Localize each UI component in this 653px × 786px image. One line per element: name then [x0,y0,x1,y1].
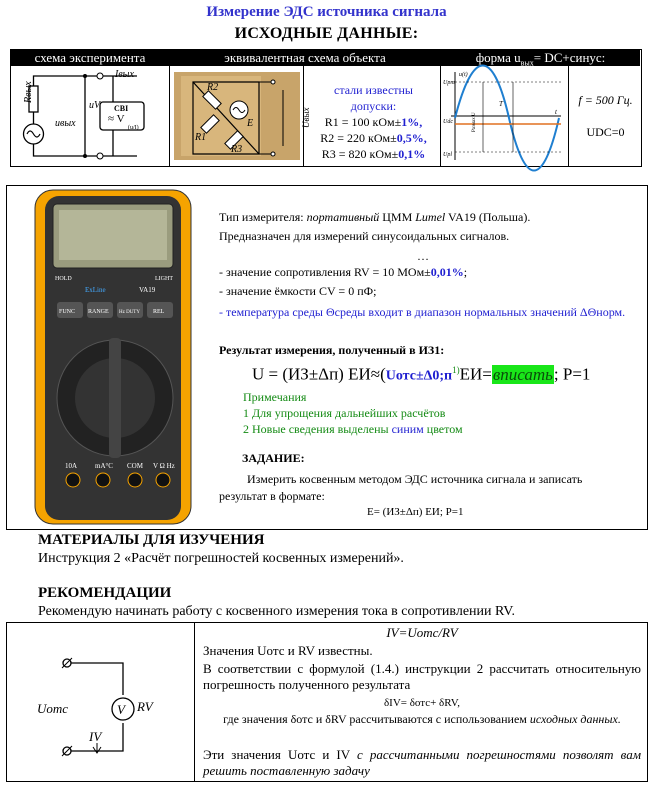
svg-text:Размах U: Размах U [472,112,477,132]
known-tolerances: стали известны допуски: R1 = 100 кОм±1%, R2 = 220 кОм±0,5%, R3 = 820 кОм±0,1% [320,83,427,161]
notes: Примечания 1 Для упрощения дальнейших расчётов 2 Новые сведения выделены синим цветом [243,390,463,436]
page-title: Измерение ЭДС источника сигнала [206,4,447,20]
meter-type: Тип измерителя: портативный ЦММ Lumel VA19 (Польша). [219,210,531,224]
error-formula: δIV= δотс+ δRV, [384,697,460,709]
multimeter-image [15,188,211,526]
svg-text:mA°C: mA°C [95,462,113,470]
header-scheme: схема эксперимента [11,50,169,66]
header-form: форма $u_{вых}=$ DC+синус: [441,50,640,66]
recommendation-table [6,622,648,782]
temperature-line: - температура среды Θсреды входит в диапазон нормальных значений ΔΘнорм. [219,305,626,319]
task-formula: E= (ИЗ±Δп) ЕИ; P=1 [367,506,464,518]
svg-text:V: V [117,702,125,717]
svg-text:T: T [499,100,503,108]
svg-text:≈ V: ≈ V [108,113,125,125]
svg-text:10A: 10A [65,462,78,470]
svg-text:u(t): u(t) [459,72,468,78]
error-components: где значения δотс и δRV рассчитываются с использованием исходных данных. [223,712,621,726]
svg-text:Udc: Udc [443,119,453,125]
meter-purpose: Предназначен для измерений синусоидальных сигналов. [219,229,510,243]
svg-text:Uвых: Uвых [301,107,311,128]
materials-title: МАТЕРИАЛЫ ДЛЯ ИЗУЧЕНИЯ [38,532,265,548]
svg-text:IV: IV [89,729,102,744]
svg-text:R3: R3 [231,144,243,155]
capacitance-line: - значение ёмкости CV = 0 пФ; [219,284,377,298]
svg-text:ExLine: ExLine [85,286,106,294]
svg-text:LIGHT: LIGHT [155,276,173,282]
known-values: Значения Uотс и RV известны. [203,643,373,658]
result-formula: U = (ИЗ±Δп) $ЕИ\approx(Uотс\pm\Delta 0;п^{1)}ЕИ=вписать$; P=1 [252,364,591,384]
r-vyh-label: Rвых [23,81,34,103]
svg-text:t: t [555,108,557,116]
svg-text:Uотс: Uотс [37,701,69,716]
svg-text:E: E [247,118,254,129]
svg-text:R2: R2 [207,82,219,93]
svg-text:Iвых: Iвых [115,69,134,80]
svg-text:REL: REL [153,309,165,315]
resistance-line: - значение сопротивления RV = 10 МОм±0,01%; [219,265,468,279]
svg-text:Upl: Upl [443,152,452,158]
recommendations-text: Рекомендую начинать работу с косвенного измерения тока в сопротивлении RV. [38,604,516,619]
svg-text:Hz DUTY: Hz DUTY [119,310,140,315]
current-formula: IV=Uотс/RV [386,625,458,640]
section-subtitle: ИСХОДНЫЕ ДАННЫЕ: [234,25,419,42]
task-title: ЗАДАНИЕ: [242,451,305,465]
current-circuit [37,647,177,769]
svg-text:V Ω Hz: V Ω Hz [153,462,175,470]
svg-text:uвых: uвых [55,118,76,129]
header-equiv: эквивалентная схема объекта [170,50,440,66]
svg-text:RV: RV [137,699,153,714]
input-placeholder[interactable]: вписать [492,364,553,384]
task-text: Измерить косвенным методом ЭДС источника сигнала и записать результат в формате: [219,472,583,503]
equivalent-schematic [173,70,311,162]
ellipsis: … [417,249,429,263]
svg-text:(u/I): (u/I) [128,125,139,131]
meter-info-box [6,185,648,530]
source-data-table [10,49,642,167]
svg-text:СВІ: СВІ [114,104,129,113]
closing-text: Эти значения Uотс и IV с рассчитанными погрешностями позволят вам решить поставленную задачу [203,747,641,778]
waveform-graph [443,68,565,164]
svg-text:VA19: VA19 [139,286,156,294]
svg-text:FUNC: FUNC [59,309,76,315]
recommendations-title: РЕКОМЕНДАЦИИ [38,585,172,601]
svg-text:Upm: Upm [443,80,455,86]
result-title: Результат измерения, полученный в ИЗ1: [219,343,445,357]
materials-text: Инструкция 2 «Расчёт погрешностей косвенных измерений». [38,551,404,566]
svg-text:R1: R1 [195,132,207,143]
instruction-text: В соответствии с формулой (1.4.) инструкции 2 рассчитать относительную погрешность полученного результата [203,661,641,692]
experiment-schematic [15,68,165,164]
signal-params: f = 500 Гц. UDC=0 [578,93,633,139]
svg-text:RANGE: RANGE [88,309,109,315]
svg-text:COM: COM [127,462,143,470]
svg-text:uV: uV [89,100,101,111]
svg-text:HOLD: HOLD [55,276,72,282]
